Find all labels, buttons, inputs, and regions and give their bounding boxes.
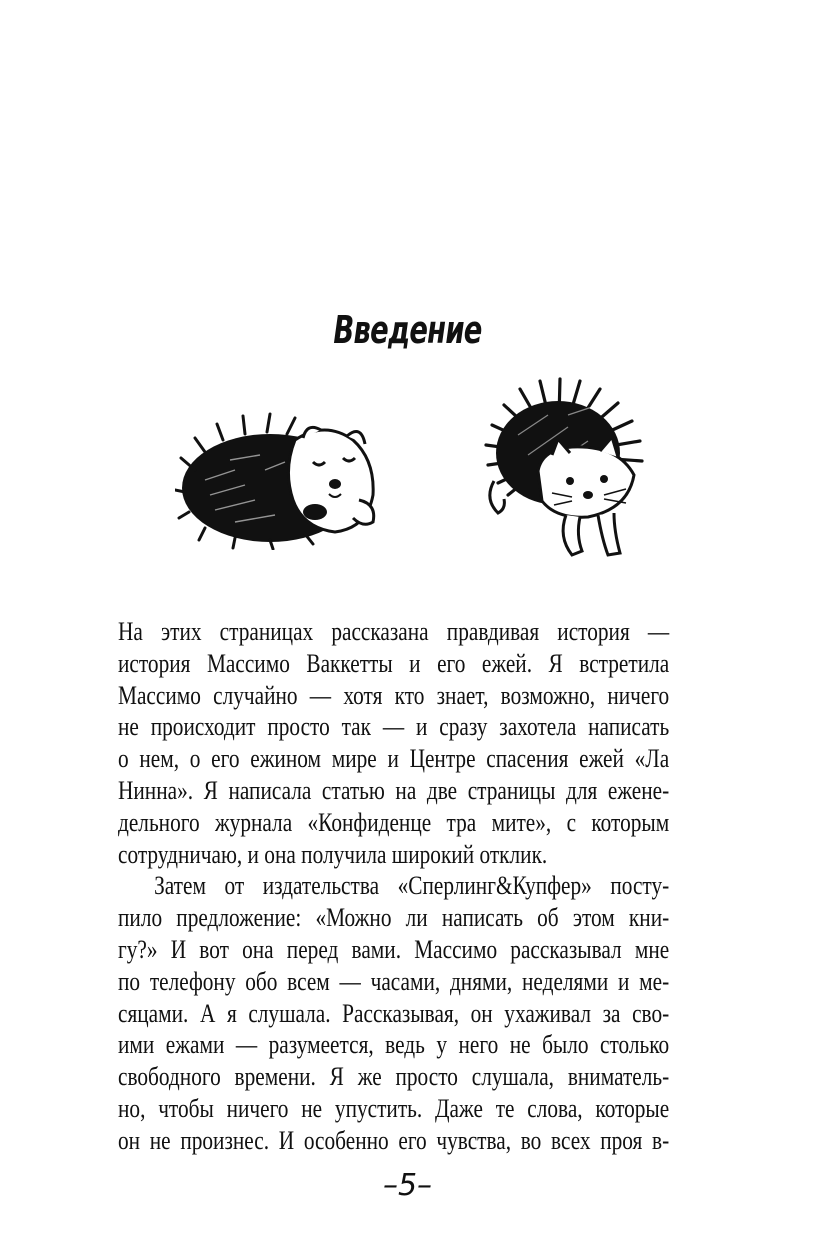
hedgehog-walking-icon xyxy=(468,375,648,570)
text-line: сотрудничаю, и она получила широкий отклик. xyxy=(118,839,548,869)
text-line: о нем, о его ежином мире и Центре спасения ежей «Ла xyxy=(118,744,670,774)
text-line: гу?» И вот она перед вами. Массимо рассказывал мне xyxy=(118,934,670,964)
hedgehog-curled-icon xyxy=(175,400,390,550)
text-line: свободного времени. Я же просто слушала, вниматель- xyxy=(118,1062,670,1092)
page-number: –5– xyxy=(382,1168,433,1203)
text-line: Нинна». Я написала статью на две страницы для ежене- xyxy=(118,775,670,805)
body-text xyxy=(118,616,669,1157)
text-line: пило предложение: «Можно ли написать об этом кни- xyxy=(118,903,670,933)
text-line: дельного журнала «Конфиденце тра мите», с которым xyxy=(118,807,670,837)
text-line: На этих страницах рассказана правдивая история — xyxy=(118,617,670,646)
chapter-title: Введение xyxy=(333,308,482,352)
text-line: не происходит просто так — и сразу захотела написать xyxy=(118,712,670,742)
text-line: по телефону обо всем — часами, днями, неделями и ме- xyxy=(118,966,670,996)
text-line: Затем от издательства «Сперлинг&Купфер» посту- xyxy=(154,871,670,901)
text-line: он не произнес. И особенно его чувства, во всех проя в- xyxy=(118,1125,670,1155)
text-line: сяцами. А я слушала. Рассказывая, он ухаживал за сво- xyxy=(118,998,670,1028)
text-line: ими ежами — разумеется, ведь у него не было столько xyxy=(118,1030,670,1060)
text-line: но, чтобы ничего не упустить. Даже те слова, которые xyxy=(118,1093,670,1123)
text-line: Массимо случайно — хотя кто знает, возможно, ничего xyxy=(118,680,670,710)
text-line: история Массимо Ваккетты и его ежей. Я встретила xyxy=(118,648,670,678)
